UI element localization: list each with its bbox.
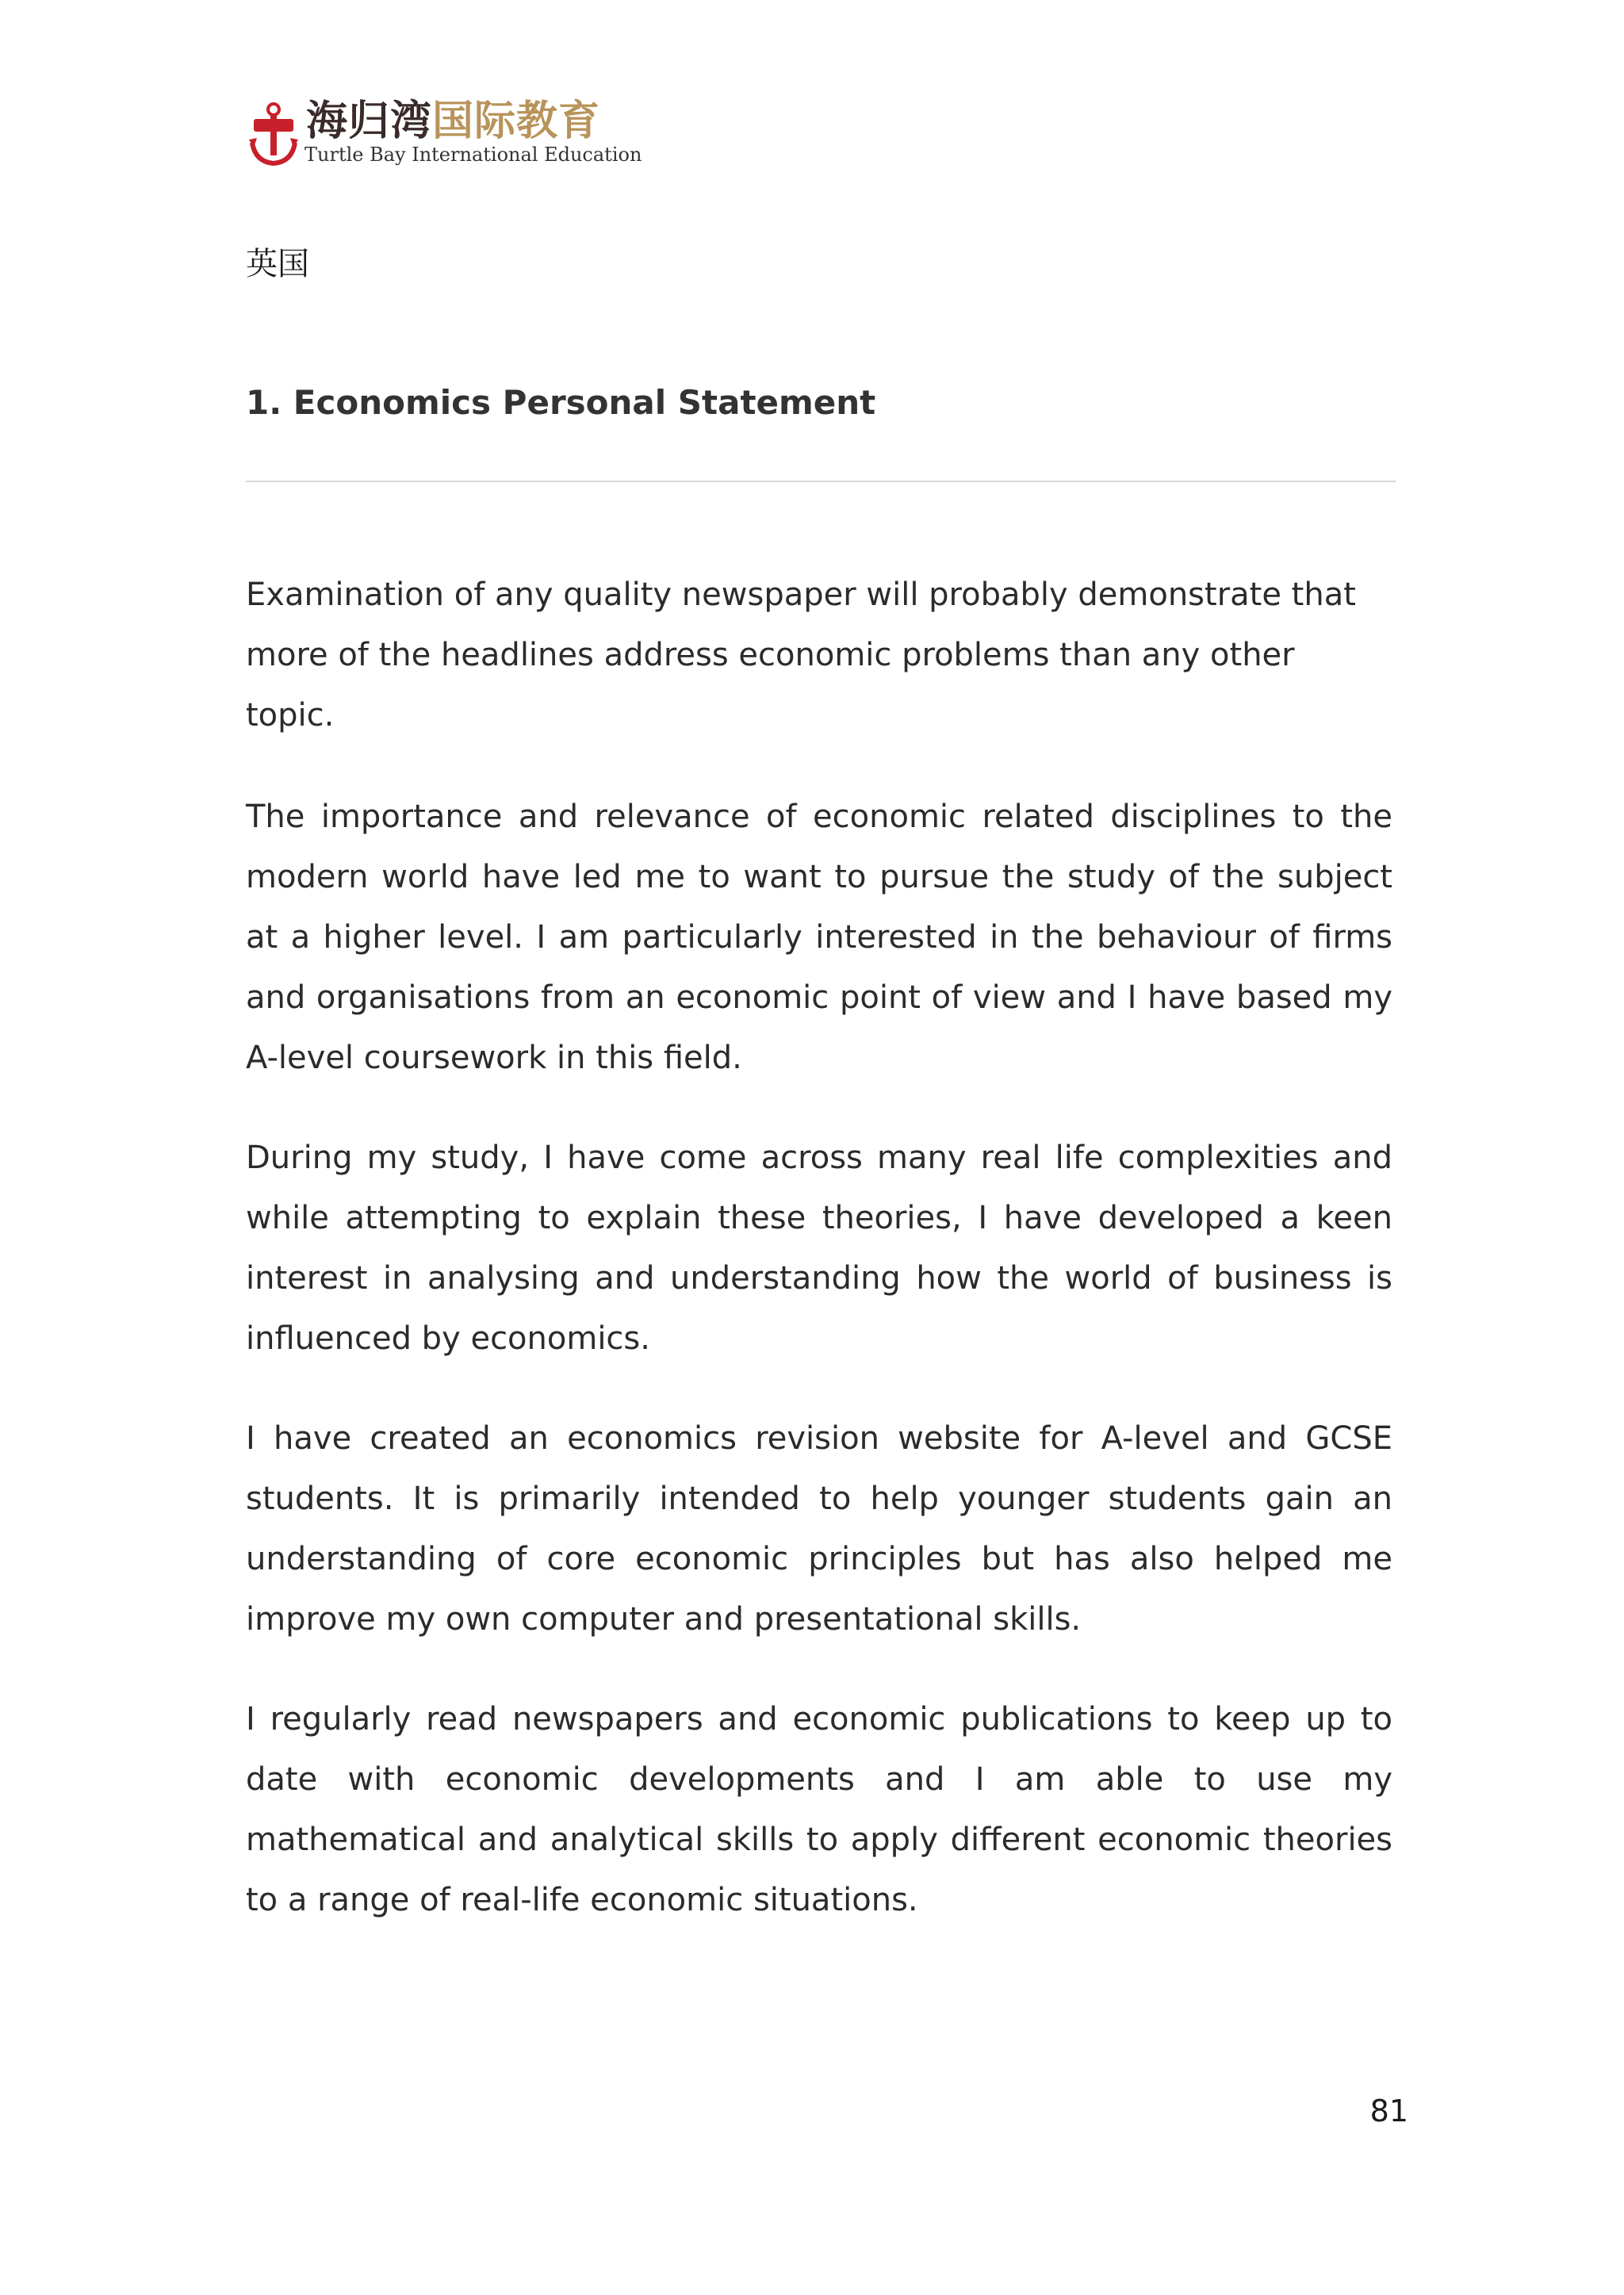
- statement-body: [246, 565, 1392, 1970]
- paragraph-1: Examination of any quality newspaper will probably demonstrate that more of the headlines address economic problems than any other topic.: [246, 577, 1356, 734]
- anchor-icon: [247, 100, 300, 167]
- section-title: 1. Economics Personal Statement: [246, 383, 876, 422]
- paragraph-5: I regularly read newspapers and economic publications to keep up to date with economic developments and I am able to use my mathematical and analytical skills to apply different economic theories to a range of real-life economic situations.: [246, 1701, 1392, 1918]
- brand-logo: [247, 97, 642, 176]
- logo-chinese-name: [306, 97, 600, 146]
- page-number: 81: [1369, 2094, 1408, 2128]
- divider: [246, 481, 1396, 482]
- logo-cn-part2: 国际教育: [432, 98, 601, 145]
- paragraph-2: The importance and relevance of economic related disciplines to the modern world have led me to want to pursue the study of the subject at a higher level. I am particularly interested in the behaviour of firms and organisations from an economic point of view and I have based my A-level coursework in this field.: [246, 799, 1392, 1076]
- logo-cn-part1: 海归湾: [306, 98, 433, 145]
- paragraph-3: During my study, I have come across many real life complexities and while attempting to explain these theories, I have developed a keen interest in analysing and understanding how the world of business is influenced by economics.: [246, 1140, 1392, 1357]
- region-label: 英国: [246, 246, 309, 282]
- logo-english-name: Turtle Bay International Education: [304, 144, 642, 166]
- paragraph-4: I have created an economics revision website for A-level and GCSE students. It is primarily intended to help younger students gain an understanding of core economic principles but has also helped me improve my own computer and presentational skills.: [246, 1420, 1392, 1638]
